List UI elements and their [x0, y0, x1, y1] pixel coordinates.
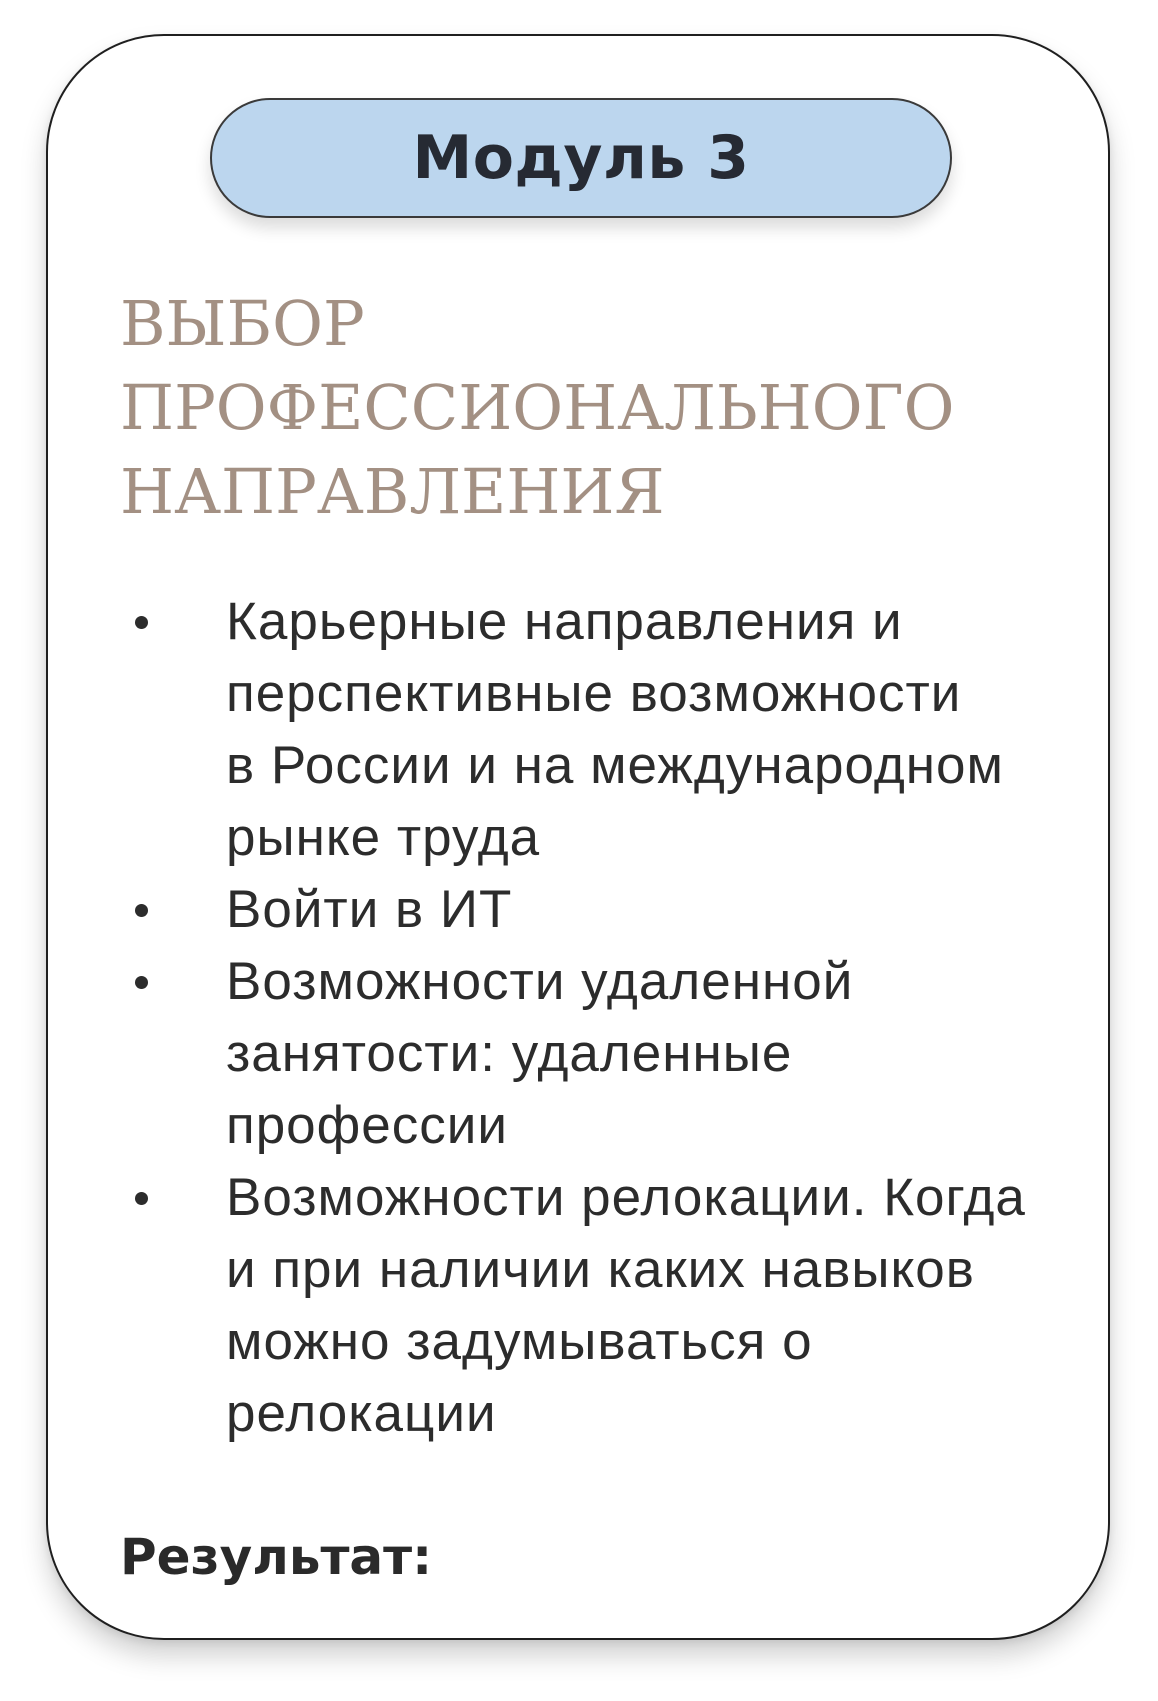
- module-card: [46, 34, 1110, 1640]
- topic-line: занятости: удаленные: [226, 1024, 793, 1083]
- module-title-line: ПРОФЕССИОНАЛЬНОГО: [120, 371, 955, 444]
- bullet-dot-icon: [135, 1192, 148, 1205]
- topic-line: рынке труда: [226, 808, 541, 867]
- topic-line: перспективные возможности: [226, 664, 962, 723]
- module-badge: [210, 98, 952, 218]
- topic-list-item: [120, 946, 1080, 1162]
- module-title-line: НАПРАВЛЕНИЯ: [120, 455, 665, 528]
- module-label: Модуль 3: [412, 123, 750, 193]
- topic-line: профессии: [226, 1096, 508, 1155]
- result-heading: Результат:: [120, 1528, 433, 1586]
- topic-line: можно задумываться о: [226, 1312, 813, 1371]
- module-title: [120, 282, 1080, 534]
- topic-line: Карьерные направления и: [226, 592, 903, 651]
- topic-line: в России и на международном: [226, 736, 1004, 795]
- topic-list-item: [120, 586, 1080, 874]
- topic-line: и при наличии каких навыков: [226, 1240, 975, 1299]
- bullet-dot-icon: [135, 904, 148, 917]
- topic-list-item: [120, 1162, 1080, 1450]
- module-title-line: ВЫБОР: [120, 287, 365, 360]
- topic-list: [120, 586, 1080, 1450]
- topic-line: Возможности релокации. Когда: [226, 1168, 1026, 1227]
- topic-line: Возможности удаленной: [226, 952, 854, 1011]
- topic-line: релокации: [226, 1384, 497, 1443]
- topic-list-item: [120, 874, 1080, 946]
- bullet-dot-icon: [135, 976, 148, 989]
- bullet-dot-icon: [135, 616, 148, 629]
- topic-line: Войти в ИТ: [226, 880, 513, 939]
